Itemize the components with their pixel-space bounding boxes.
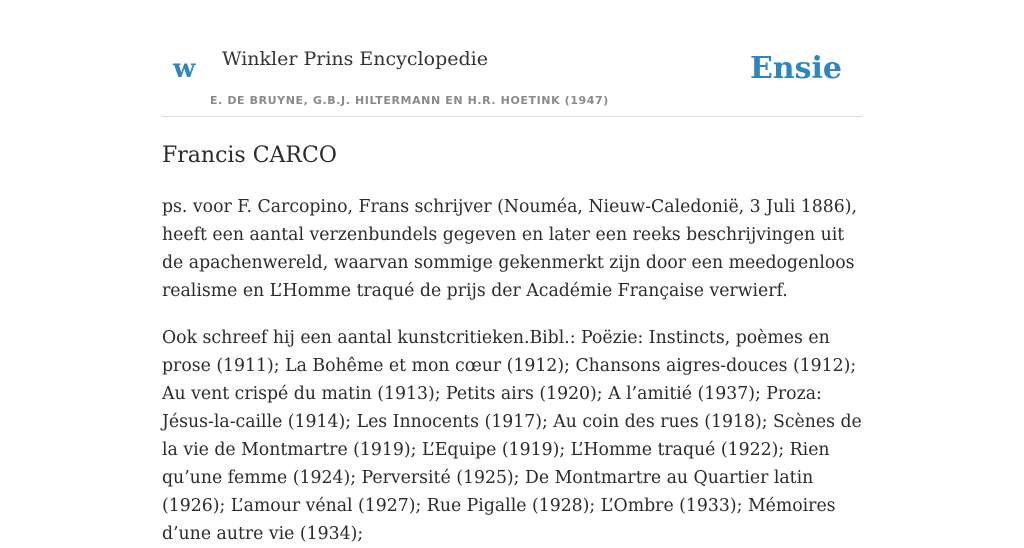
site-header (162, 0, 862, 117)
article-title: Francis CARCO (162, 143, 337, 168)
page-container (162, 0, 862, 548)
article-paragraph: Ook schreef hij een aantal kunstcritieken.Bibl.: Poëzie: Instincts, poèmes en prose (1911); La Bohême et mon cœur (1912); Chansons aigres-douces (1912); Au vent crispé du matin (1913); Petits airs (1920); A l’amitié (1937); Proza: Jésus-la-caille (1914); Les Innocents (1917); Au coin des rues (1918); Scènes de la vie de Montmartre (1919); L’Equipe (1919); L’Homme traqué (1922); Rien qu’une femme (1924); Perversité (1925); De Montmartre au Quartier latin (1926); L’amour vénal (1927); Rue Pigalle (1928); L’Ombre (1933); Mémoires d’une autre vie (1934); (162, 328, 862, 544)
winkler-prins-logo[interactable]: w (173, 54, 196, 84)
encyclopedia-title[interactable]: Winkler Prins Encyclopedie (222, 48, 488, 70)
encyclopedia-authors: E. DE BRUYNE, G.B.J. HILTERMANN EN H.R. HOETINK (1947) (210, 94, 609, 107)
ensie-logo-link[interactable]: Ensie (749, 51, 842, 86)
article-paragraph: ps. voor F. Carcopino, Frans schrijver (Nouméa, Nieuw-Caledonië, 3 Juli 1886), heeft een aantal verzenbundels gegeven en later een reeks beschrijvingen uit de apachenwereld, waarvan sommige gekenmerkt zijn door een meedogenloos realisme en L’Homme traqué de prijs der Académie Française verwierf. (162, 197, 857, 301)
